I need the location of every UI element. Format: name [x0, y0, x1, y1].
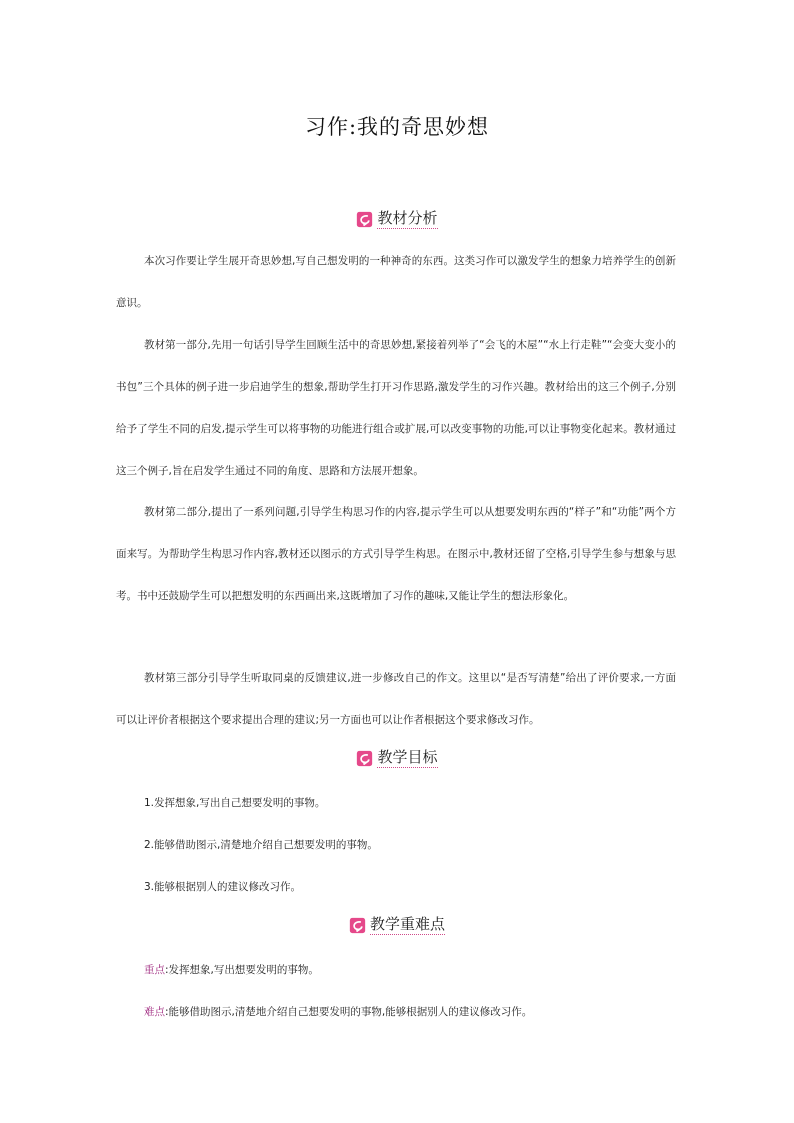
goal-item-3: 3.能够根据别人的建议修改习作。 [144, 881, 302, 893]
chat-bubble-icon [356, 211, 373, 228]
difficulty-point [144, 1004, 684, 1020]
section-heading-goals [0, 748, 794, 772]
focus-text: :发挥想象,写出想要发明的事物。 [165, 964, 319, 976]
section-heading-analysis [0, 209, 794, 233]
analysis-paragraph-3: 教材第二部分,提出了一系列问题,引导学生构思习作的内容,提示学生可以从想要发明东西的“样子”和“功能”两个方面来写。为帮助学生构思习作内容,教材还以图示的方式引导学生构思。在图示中,教材还留了空格,引导学生参与想象与思考。书中还鼓励学生可以把想发明的东西画出来,这既增加了习作的趣味,又能让学生的想法形象化。 [116, 506, 676, 602]
focus-point [144, 962, 684, 978]
focus-tag: 重点 [144, 964, 165, 976]
difficulty-text: :能够借助图示,清楚地介绍自己想要发明的事物,能够根据别人的建议修改习作。 [165, 1006, 533, 1018]
section-heading-label: 教材分析 [377, 209, 438, 227]
chat-bubble-icon [349, 917, 366, 934]
goal-item-1: 1.发挥想象,写出自己想要发明的事物。 [144, 797, 326, 809]
section-heading-label: 教学目标 [377, 748, 438, 766]
page-title: 习作:我的奇思妙想 [304, 115, 490, 139]
goal-item-2: 2.能够借助图示,清楚地介绍自己想要发明的事物。 [144, 839, 378, 851]
analysis-paragraph-2: 教材第一部分,先用一句话引导学生回顾生活中的奇思妙想,紧接着列举了“会飞的木屋”“水上行走鞋”“会变大变小的书包”三个具体的例子进一步启迪学生的想象,帮助学生打开习作思路,激发学生的习作兴趣。教材给出的这三个例子,分别给予了学生不同的启发,提示学生可以将事物的功能进行组合或扩展,可以改变事物的功能,可以让事物变化起来。教材通过这三个例子,旨在启发学生通过不同的角度、思路和方法展开想象。 [116, 339, 676, 477]
analysis-paragraph-4: 教材第三部分引导学生听取同桌的反馈建议,进一步修改自己的作文。这里以“是否写清楚”给出了评价要求,一方面可以让评价者根据这个要求提出合理的建议;另一方面也可以让作者根据这个要求修改习作。 [116, 672, 676, 726]
chat-bubble-icon [356, 750, 373, 767]
difficulty-tag: 难点 [144, 1006, 165, 1018]
section-heading-label: 教学重难点 [369, 915, 445, 933]
section-heading-keypoints [0, 915, 794, 939]
analysis-paragraph-1: 本次习作要让学生展开奇思妙想,写自己想发明的一种神奇的东西。这类习作可以激发学生的想象力培养学生的创新意识。 [116, 255, 676, 309]
